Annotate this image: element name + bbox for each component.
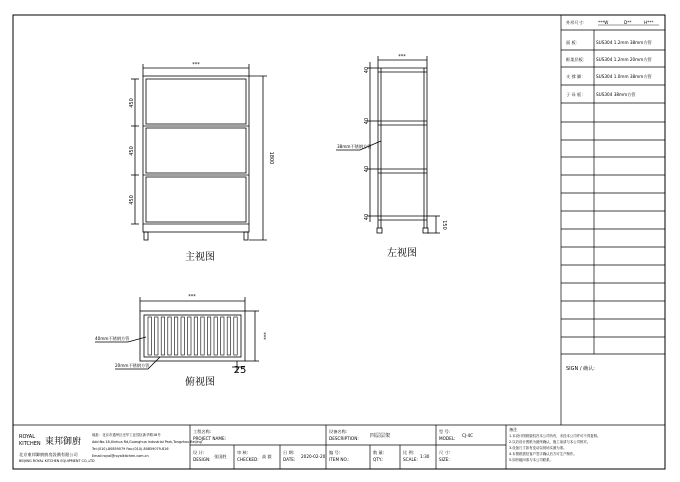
front-panel-2	[146, 128, 246, 173]
top-view	[95, 297, 259, 372]
size-label: 外形尺寸：	[566, 20, 587, 25]
qty-label: 数 量:	[373, 450, 385, 455]
checker-name: 高 毅	[262, 454, 272, 459]
front-height-label: 1800	[268, 151, 274, 165]
address-line: Email:royal@royalkitchen.com.cn	[92, 454, 149, 458]
equip-name: 四层层架	[370, 433, 391, 439]
item-no-en: ITEM NO.:	[329, 457, 350, 462]
left-gap-label-2: 40	[364, 165, 370, 173]
spec-row-value: SUS304 38mm方管	[596, 92, 636, 97]
item-no-label: 编 号:	[329, 450, 341, 455]
equip-name-en: DESCRIPTION:	[329, 436, 359, 441]
top-slats-callout: 20mm不锈钢方管	[115, 363, 150, 368]
left-foot	[423, 228, 428, 233]
top-outer-frame	[140, 311, 245, 361]
front-foot-left	[144, 232, 148, 240]
top-slat	[207, 317, 210, 355]
spec-row-value: SUS304 1.2mm 20mm方管	[596, 57, 652, 62]
equip-name-label: 设备名称:	[329, 429, 348, 434]
size-value-w: ***W	[598, 20, 609, 25]
top-slat	[201, 317, 204, 355]
company-name: 北京東邦御廚廚房設備有限公司	[19, 452, 78, 457]
front-view	[131, 64, 267, 240]
top-slat	[234, 317, 237, 355]
company-en: BEIJING ROYAL KITCHEN EQUIPMENT CO.,LTD	[19, 459, 95, 463]
spec-row-value: SUS304 1.0mm 38mm方管	[596, 74, 652, 79]
size-value-d: D**	[624, 20, 632, 25]
left-width-label: ***	[398, 54, 406, 60]
address-line: 地址：北京市通州区光华工业园区新华路18号	[92, 433, 161, 437]
left-view-title: 左视图	[387, 248, 417, 259]
top-slat	[221, 317, 224, 355]
left-tube-callout: 38mm不锈钢方管	[337, 144, 372, 149]
brand-en-kitchen: KITCHEN	[19, 441, 41, 447]
front-gap-label-1: 450	[129, 98, 135, 108]
date-label: 日 期:	[283, 450, 295, 455]
top-slat	[194, 317, 197, 355]
top-slat	[148, 317, 151, 355]
note-line: 3.设备尺寸如有变动以现场实测为准。	[509, 446, 567, 450]
top-slats	[148, 317, 237, 355]
spec-row-label: 子 母 板：	[566, 92, 586, 97]
left-gap-label-1: 40	[364, 117, 370, 125]
top-frame-callout: 40mm不锈钢方管	[95, 336, 130, 341]
qty-en: QTY.:	[373, 457, 384, 462]
top-slat	[188, 317, 191, 355]
project-name-en: PROJECT NAME:	[193, 436, 227, 441]
spec-row-label: 面 板：	[566, 40, 580, 45]
model-en: MODEL:	[439, 436, 456, 441]
design-label: 设 计:	[193, 450, 205, 455]
top-slat	[155, 317, 158, 355]
top-foot-label: 25	[233, 365, 247, 376]
design-en: DESIGN:	[193, 457, 211, 462]
front-gap-label-2: 450	[129, 146, 135, 156]
scale-label: 比 例:	[403, 450, 415, 455]
front-view-title: 主视图	[185, 252, 215, 263]
date-en: DATE:	[283, 457, 296, 462]
front-foot-right	[244, 232, 248, 240]
left-foot	[377, 228, 382, 233]
top-slat	[227, 317, 230, 355]
model-label: 型 号:	[439, 429, 451, 434]
scale-value: 1:30	[420, 454, 430, 459]
designer-name: 张国胜	[214, 454, 227, 459]
front-outer-frame	[143, 76, 249, 232]
left-gap-label-3: 40	[364, 213, 370, 221]
top-depth-label: ***	[260, 332, 266, 340]
left-foot-label: 150	[441, 220, 447, 230]
front-width-label: ***	[192, 62, 200, 68]
size-value-h: H***	[644, 20, 654, 25]
note-line: 5.如有疑问请与本公司联系。	[509, 458, 553, 462]
top-view-title: 俯视图	[185, 377, 215, 388]
brand-cn: 東邦御廚	[45, 437, 82, 447]
top-slat	[174, 317, 177, 355]
size-label-title: 尺 寸:	[439, 450, 451, 455]
address-line: Add:No.18,Xinhua Rd,Guanghua Industrial Park,Tongzhou,Beijing	[92, 440, 202, 444]
top-inner-frame	[144, 315, 241, 357]
top-slat	[161, 317, 164, 355]
spec-row-label: 框架层板：	[566, 57, 587, 62]
left-top-label: 40	[364, 66, 370, 74]
check-en: CHECKED:	[237, 457, 259, 462]
address-line: Tel:(010)-80859079 Fax:(010)-80859079-816	[92, 447, 169, 451]
front-gap-label-3: 450	[129, 195, 135, 205]
spec-row-value: SUS304 1.2mm 38mm方管	[596, 40, 652, 45]
sign-label: SIGN / 确认:	[566, 366, 595, 372]
model-value: CJ-4C	[462, 433, 474, 438]
sheet-border	[13, 15, 665, 469]
note-line: 1.本设计图纸版权归本公司所有，未经本公司许可不得复制。	[509, 434, 601, 438]
scale-en: SCALE:	[403, 457, 418, 462]
check-label: 审 核:	[237, 450, 249, 455]
top-slat	[168, 317, 171, 355]
spec-row-label: 支 撑 脚：	[566, 74, 586, 79]
notes-label: 备注	[509, 427, 518, 432]
top-slat	[214, 317, 217, 355]
top-slat	[181, 317, 184, 355]
front-panel-1	[146, 79, 246, 124]
note-line: 2.以后设计图纸为最终确认，施工前请与本公司核对。	[509, 440, 591, 444]
brand-en-royal: ROYAL	[19, 434, 36, 440]
note-line: 4.本图纸需经客户签字确认后方可生产制作。	[509, 452, 577, 456]
front-panel-3	[146, 177, 246, 222]
top-width-label: ***	[188, 294, 196, 300]
size-en-title: SIZE:	[439, 457, 450, 462]
project-name-label: 工程名称:	[193, 429, 212, 434]
date-value: 2020-02-20	[301, 454, 326, 459]
